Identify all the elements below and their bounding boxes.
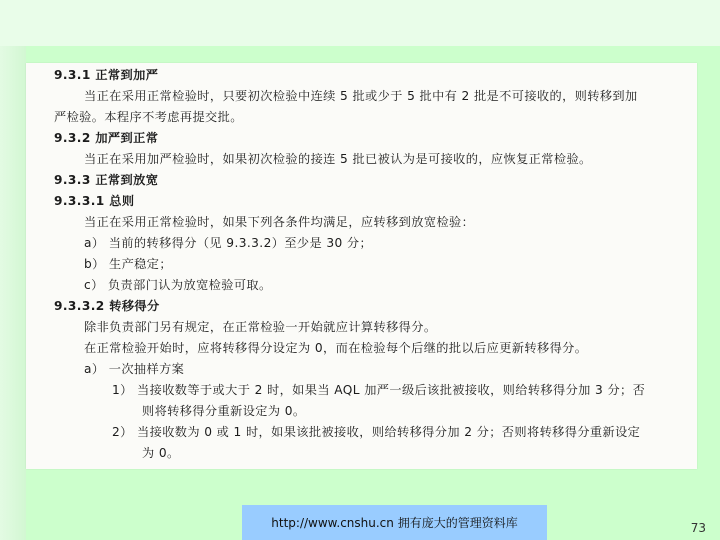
page-number: 73	[690, 521, 706, 535]
section-heading: 9.3.3 正常到放宽	[54, 173, 159, 187]
document-line: b） 生产稳定；	[84, 257, 172, 271]
document-line: 在正常检验开始时，应将转移得分设定为 0，而在检验每个后继的批以后应更新转移得分。	[84, 341, 588, 355]
section-heading: 9.3.3.2 转移得分	[54, 299, 160, 313]
section-heading: 9.3.3.1 总则	[54, 194, 135, 208]
document-line: 当正在采用正常检验时，只要初次检验中连续 5 批或少于 5 批中有 2 批是不可接收的，则转移到加	[84, 89, 638, 103]
document-line: a） 一次抽样方案	[84, 362, 185, 376]
document-line: 当正在采用加严检验时，如果初次检验的接连 5 批已被认为是可接收的，应恢复正常检验。	[84, 152, 592, 166]
document-line: 当正在采用正常检验时，如果下列各条件均满足，应转移到放宽检验：	[84, 215, 475, 229]
document-line: 则将转移得分重新设定为 0。	[142, 404, 306, 418]
scanned-document	[26, 63, 697, 469]
top-band	[0, 0, 720, 46]
document-line: 1） 当接收数等于或大于 2 时，如果当 AQL 加严一级后该批被接收，则给转移得分加 3 分；否	[112, 383, 646, 397]
document-line: 除非负责部门另有规定，在正常检验一开始就应计算转移得分。	[84, 320, 437, 334]
section-heading: 9.3.2 加严到正常	[54, 131, 159, 145]
footer-caption-box	[242, 505, 547, 540]
left-band	[0, 46, 26, 540]
document-line: 严检验。本程序不考虑再提交批。	[54, 110, 243, 124]
document-line: 为 0。	[142, 446, 180, 460]
footer-caption: http://www.cnshu.cn 拥有庞大的管理资料库	[271, 516, 518, 530]
document-line: c） 负责部门认为放宽检验可取。	[84, 278, 272, 292]
document-line: a） 当前的转移得分（见 9.3.3.2）至少是 30 分；	[84, 236, 373, 250]
section-heading: 9.3.1 正常到加严	[54, 68, 159, 82]
document-line: 2） 当接收数为 0 或 1 时，如果该批被接收，则给转移得分加 2 分；否则将转移得分重新设定	[112, 425, 641, 439]
